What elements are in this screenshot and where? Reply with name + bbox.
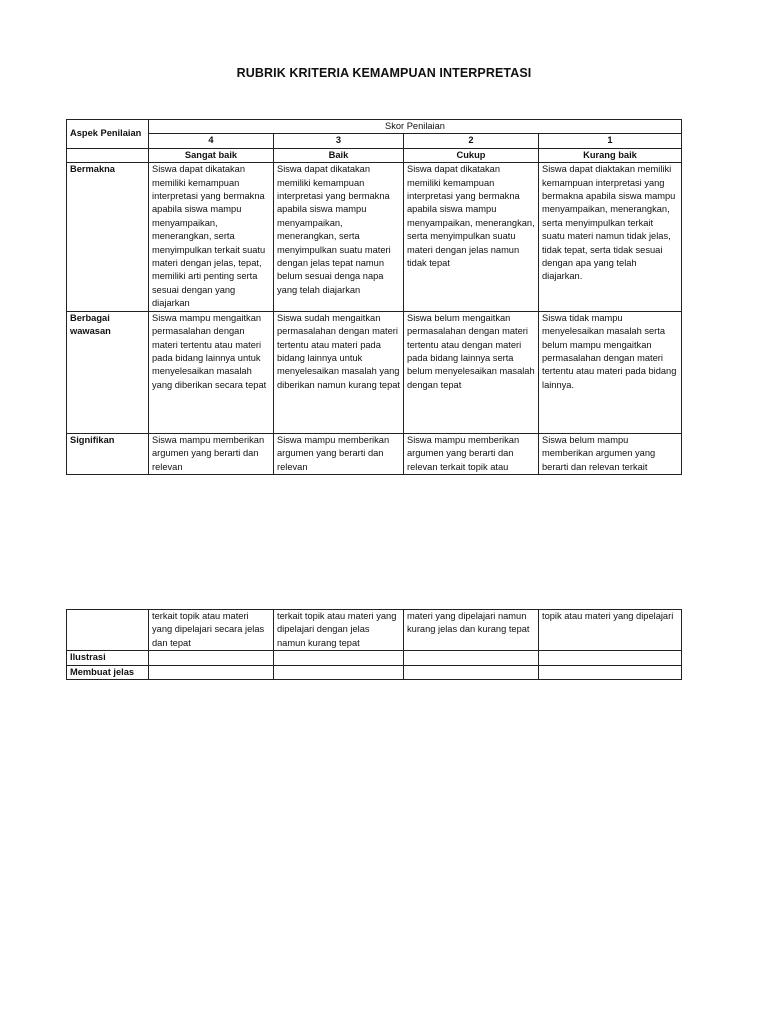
- rubric-cell: [539, 665, 682, 679]
- table-row: [67, 311, 682, 433]
- level-kurang-baik: Kurang baik: [539, 148, 682, 162]
- table-row: [67, 651, 682, 665]
- rubric-cell: Siswa mampu memberikan argumen yang berarti dan relevan terkait topik atau: [404, 433, 539, 474]
- rubric-cell: [149, 665, 274, 679]
- rubric-cell: terkait topik atau materi yang dipelajari secara jelas dan tepat: [149, 610, 274, 651]
- aspect-label-empty: [67, 610, 149, 651]
- score-4: 4: [149, 134, 274, 148]
- table-row: [67, 665, 682, 679]
- header-empty-cell: [67, 148, 149, 162]
- rubric-table: [66, 119, 682, 475]
- aspect-label: Ilustrasi: [67, 651, 149, 665]
- table-row: [67, 610, 682, 651]
- rubric-cell: Siswa mampu mengaitkan permasalahan dengan materi tertentu atau materi pada bidang lainnya untuk menyelesaikan masalah yang diberikan secara tepat: [149, 311, 274, 433]
- level-sangat-baik: Sangat baik: [149, 148, 274, 162]
- rubric-cell: terkait topik atau materi yang dipelajari dengan jelas namun kurang tepat: [274, 610, 404, 651]
- table-row: [67, 433, 682, 474]
- rubric-cell: Siswa dapat dikatakan memiliki kemampuan interpretasi yang bermakna apabila siswa mampu menyampaikan, menerangkan, serta menyimpulkan suatu materi dengan jelas tepat namun belum sesuai denga napa yang telah diajarkan: [274, 163, 404, 311]
- rubric-cell: Siswa dapat dikatakan memiliki kemampuan interpretasi yang bermakna apabila siswa mampu menyampaikan, menerangkan, serta menyimpulkan terkait suatu materi dengan jelas, tepat, memiliki arti penting serta sesuai dengan yang diajarkan: [149, 163, 274, 311]
- rubric-cell: Siswa sudah mengaitkan permasalahan dengan materi tertentu atau materi pada bidang lainnya untuk menyelesaikan masalah yang diberikan namun kurang tepat: [274, 311, 404, 433]
- header-skor: Skor Penilaian: [149, 120, 682, 134]
- level-cukup: Cukup: [404, 148, 539, 162]
- rubric-cell: [149, 651, 274, 665]
- rubric-cell: Siswa mampu memberikan argumen yang berarti dan relevan: [274, 433, 404, 474]
- score-1: 1: [539, 134, 682, 148]
- aspect-label: Membuat jelas: [67, 665, 149, 679]
- score-2: 2: [404, 134, 539, 148]
- rubric-cell: Siswa dapat dikatakan memiliki kemampuan interpretasi yang bermakna apabila siswa mampu menyampaikan, menerangkan, serta menyimpulkan suatu materi dengan jelas namun tidak tepat: [404, 163, 539, 311]
- rubric-table-continuation: [66, 609, 682, 680]
- header-aspek: Aspek Penilaian: [67, 120, 149, 149]
- rubric-cell: [274, 665, 404, 679]
- rubric-cell: [274, 651, 404, 665]
- aspect-label: Bermakna: [67, 163, 149, 311]
- table-row: [67, 163, 682, 311]
- rubric-cell: [539, 651, 682, 665]
- rubric-cell: [404, 665, 539, 679]
- level-baik: Baik: [274, 148, 404, 162]
- rubric-cell: Siswa tidak mampu menyelesaikan masalah serta belum mampu mengaitkan permasalahan dengan materi tertentu atau materi pada bidang lainnya.: [539, 311, 682, 433]
- aspect-label: Berbagai wawasan: [67, 311, 149, 433]
- score-3: 3: [274, 134, 404, 148]
- rubric-cell: Siswa belum mengaitkan permasalahan dengan materi tertentu atau dengan materi pada bidang lainnya serta belum menyelesaikan masalah dengan tepat: [404, 311, 539, 433]
- rubric-cell: materi yang dipelajari namun kurang jelas dan kurang tepat: [404, 610, 539, 651]
- aspect-label: Signifikan: [67, 433, 149, 474]
- rubric-cell: topik atau materi yang dipelajari: [539, 610, 682, 651]
- document-title: RUBRIK KRITERIA KEMAMPUAN INTERPRETASI: [236, 66, 532, 80]
- rubric-cell: Siswa dapat diaktakan memiliki kemampuan interpretasi yang bermakna apabila siswa mampu menyampaikan, menerangkan, serta menyimpulkan terkait suatu materi namun tidak jelas, tidak tepat, serta tidak sesuai dengan apa yang telah diajarkan.: [539, 163, 682, 311]
- rubric-cell: Siswa mampu memberikan argumen yang berarti dan relevan: [149, 433, 274, 474]
- rubric-cell: [404, 651, 539, 665]
- rubric-cell: Siswa belum mampu memberikan argumen yang berarti dan relevan terkait: [539, 433, 682, 474]
